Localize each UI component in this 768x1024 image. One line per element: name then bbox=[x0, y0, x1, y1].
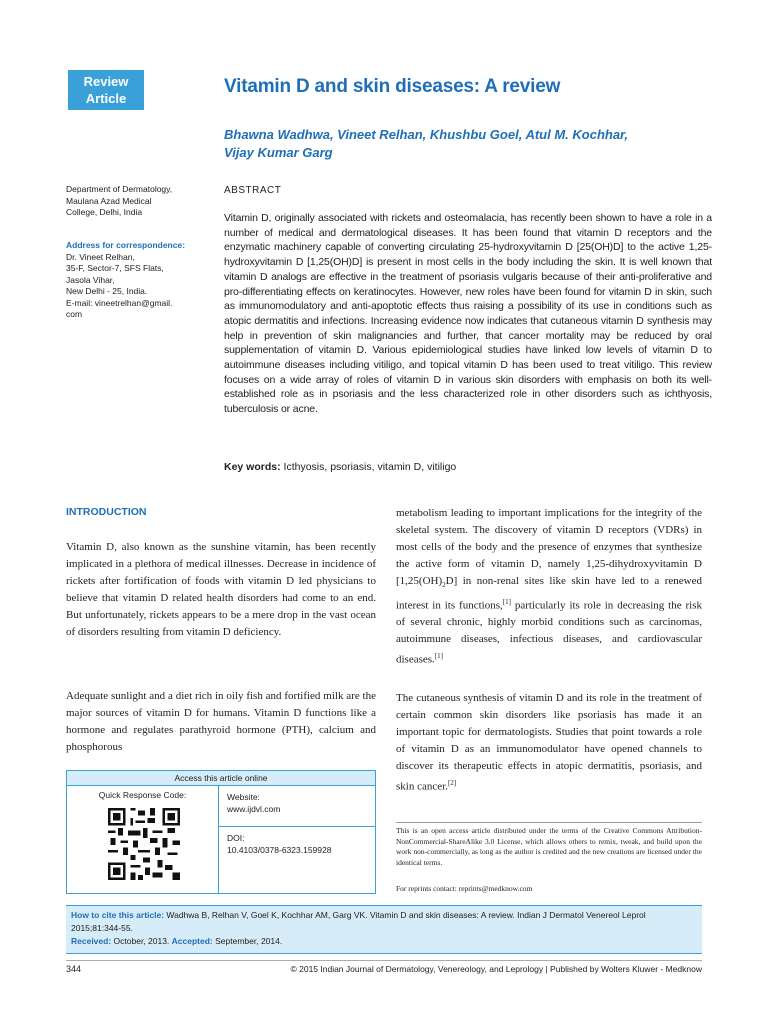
affiliation-line: College, Delhi, India bbox=[66, 207, 143, 217]
website-label: Website: bbox=[227, 792, 260, 802]
text-run: metabolism leading to important implications for the integrity of the skeletal system. The discovery of vitamin D receptors (VDRs) in most cells of the body and the presence of enzymes that synthesize the active form of vitamin D, namely 1,25-dihydroxyvitamin D [1,25(OH) bbox=[396, 507, 702, 587]
footer-copyright: © 2015 Indian Journal of Dermatology, Venereology, and Leprology | Published by Wolters Kluwer - Medknow bbox=[290, 964, 702, 974]
doi-link[interactable]: 10.4103/0378-6323.159928 bbox=[227, 845, 332, 855]
cite-text: Wadhwa B, Relhan V, Goel K, Kochhar AM, Garg VK. Vitamin D and skin diseases: A review. Indian J Dermatol Venereol Leprol 2015;81:344-55. bbox=[71, 910, 646, 933]
access-box-header: Access this article online bbox=[67, 771, 375, 786]
divider bbox=[396, 822, 702, 823]
correspondence-email-cont[interactable]: com bbox=[66, 309, 83, 319]
website-row bbox=[219, 786, 375, 827]
doi-label: DOI: bbox=[227, 833, 245, 843]
affiliation-line: Maulana Azad Medical bbox=[66, 195, 152, 206]
intro-paragraph-3 bbox=[396, 505, 702, 669]
correspondence-line: New Delhi - 25, India. bbox=[66, 286, 148, 296]
authors-line-1: Bhawna Wadhwa, Vineet Relhan, Khushbu Goel, Atul M. Kochhar, bbox=[224, 127, 629, 142]
abstract-heading: ABSTRACT bbox=[224, 185, 282, 196]
section-heading-introduction: INTRODUCTION bbox=[66, 506, 147, 518]
doi-row bbox=[219, 827, 375, 861]
abstract-text: Vitamin D, originally associated with rickets and osteomalacia, has recently been shown to have a role in a number of medical and dermatological diseases. It has been found that vitamin D receptors and the enzymatic machinery capable of converting circulating 25-hydroxyvitamin D [25(OH)D] to the active 1,25-hydroxyvitamin D [1,25(OH)D] is present in most cells in the body including the skin. It is well known that vitamin D analogs are effective in the treatment of psoriasis vulgaris because of their anti-proliferative and pro-differentiating effects on keratinocytes. However, new roles have been found for vitamin D in skin, such as immunomodulatory and anti-apoptotic effects thus raising a possibility of its use in conditions such as atopic dermatitis and infections. Increasing evidence now indicates that cutaneous vitamin D synthesis may help in prevention of skin malignancies and further, that cancer mortality may be reduced by oral supplementation of vitamin D. Various epidemiological studies have linked low levels of vitamin D to autoimmune diseases including vitiligo, and topical vitamin D has been used to treat vitiligo. This review focuses on a wide array of roles of vitamin D in various skin disorders with emphasis on both its well-established role as in psoriasis and the less characterized role in other disorders such as ichthyosis, tuberculosis or acne. bbox=[224, 212, 712, 416]
correspondence-line: Jasola Vihar, bbox=[66, 274, 115, 285]
website-link[interactable]: www.ijdvl.com bbox=[227, 804, 281, 814]
access-info-cell bbox=[219, 786, 375, 893]
qr-code-icon[interactable] bbox=[108, 808, 180, 880]
citation-box bbox=[66, 905, 702, 954]
text-run: D] in non-renal sites like skin have led to a renewed interest in its functions, bbox=[396, 574, 702, 612]
received-date: October, 2013. bbox=[111, 936, 172, 946]
keywords-text: Icthyosis, psoriasis, vitamin D, vitiligo bbox=[280, 461, 457, 473]
access-online-box bbox=[66, 770, 376, 894]
accepted-date: September, 2014. bbox=[212, 936, 283, 946]
intro-paragraph-4 bbox=[396, 690, 702, 795]
text-run: The cutaneous synthesis of vitamin D and its role in the treatment of certain common skin disorders like psoriasis has made it an important topic for dermatologists. Studies that point towards a role of vitamin D as an immunomodulator have opened channels to discover its therapeutic effects in atopic dermatitis, psoriasis, and skin cancer. bbox=[396, 692, 702, 793]
authors-line-2: Vijay Kumar Garg bbox=[224, 145, 333, 160]
keywords-label: Key words: bbox=[224, 461, 281, 473]
qr-label: Quick Response Code: bbox=[98, 790, 187, 800]
citation-ref[interactable]: [2] bbox=[447, 778, 457, 787]
page-number: 344 bbox=[66, 964, 82, 974]
how-to-cite bbox=[71, 909, 697, 935]
keywords bbox=[224, 461, 712, 473]
cite-label: How to cite this article: bbox=[71, 910, 165, 920]
article-title: Vitamin D and skin diseases: A review bbox=[224, 76, 561, 97]
badge-line-1: Review bbox=[83, 74, 129, 89]
correspondence-address bbox=[66, 240, 206, 321]
qr-cell bbox=[67, 786, 219, 893]
accepted-label: Accepted: bbox=[171, 936, 213, 946]
affiliation-line: Department of Dermatology, bbox=[66, 184, 173, 194]
correspondence-heading: Address for correspondence: bbox=[66, 240, 186, 250]
affiliation bbox=[66, 184, 206, 219]
received-label: Received: bbox=[71, 936, 112, 946]
subscript: 2 bbox=[442, 580, 446, 589]
citation-ref[interactable]: [1] bbox=[502, 597, 511, 606]
open-access-notice: This is an open access article distributed under the terms of the Creative Commons Attribution-NonCommercial-ShareAlike 3.0 License, which allows others to remix, tweak, and build upon the work non-commercially, as long as the author is credited and the new creations are licensed under the identical terms. bbox=[396, 826, 702, 867]
reprints-contact[interactable]: For reprints contact: reprints@medknow.com bbox=[396, 884, 533, 893]
correspondence-line: Dr. Vineet Relhan, bbox=[66, 251, 135, 262]
text-run: particularly its role in decreasing the risk of several chronic, highly morbid conditions such as carcinomas, autoimmune diseases, infectious diseases, and cardiovascular diseases. bbox=[396, 599, 703, 666]
citation-ref[interactable]: [1] bbox=[434, 652, 443, 661]
badge-line-2: Article bbox=[85, 91, 127, 106]
correspondence-email[interactable]: E-mail: vineetrelhan@gmail. bbox=[66, 297, 173, 308]
intro-paragraph-1: Vitamin D, also known as the sunshine vitamin, has been recently implicated in a plethora of medical illnesses. Decrease in incidence of rickets after fortification of foods with vitamin D led physicians to believe that vitamin D related health disorders had come to an end. But unfortunately, rickets appears to be a mere drop in the vast ocean of disorders resulting from vitamin D deficiency. bbox=[66, 541, 376, 638]
article-type-badge bbox=[68, 70, 144, 110]
dates bbox=[71, 935, 697, 948]
correspondence-line: 35-F, Sector-7, SFS Flats, bbox=[66, 263, 164, 273]
author-list bbox=[224, 126, 724, 162]
footer-divider bbox=[66, 960, 702, 961]
intro-paragraph-2: Adequate sunlight and a diet rich in oily fish and fortified milk are the major sources of vitamin D for humans. Vitamin D functions like a hormone and regulates parathyroid hormone (PTH), calcium and phosphorous bbox=[66, 690, 376, 753]
